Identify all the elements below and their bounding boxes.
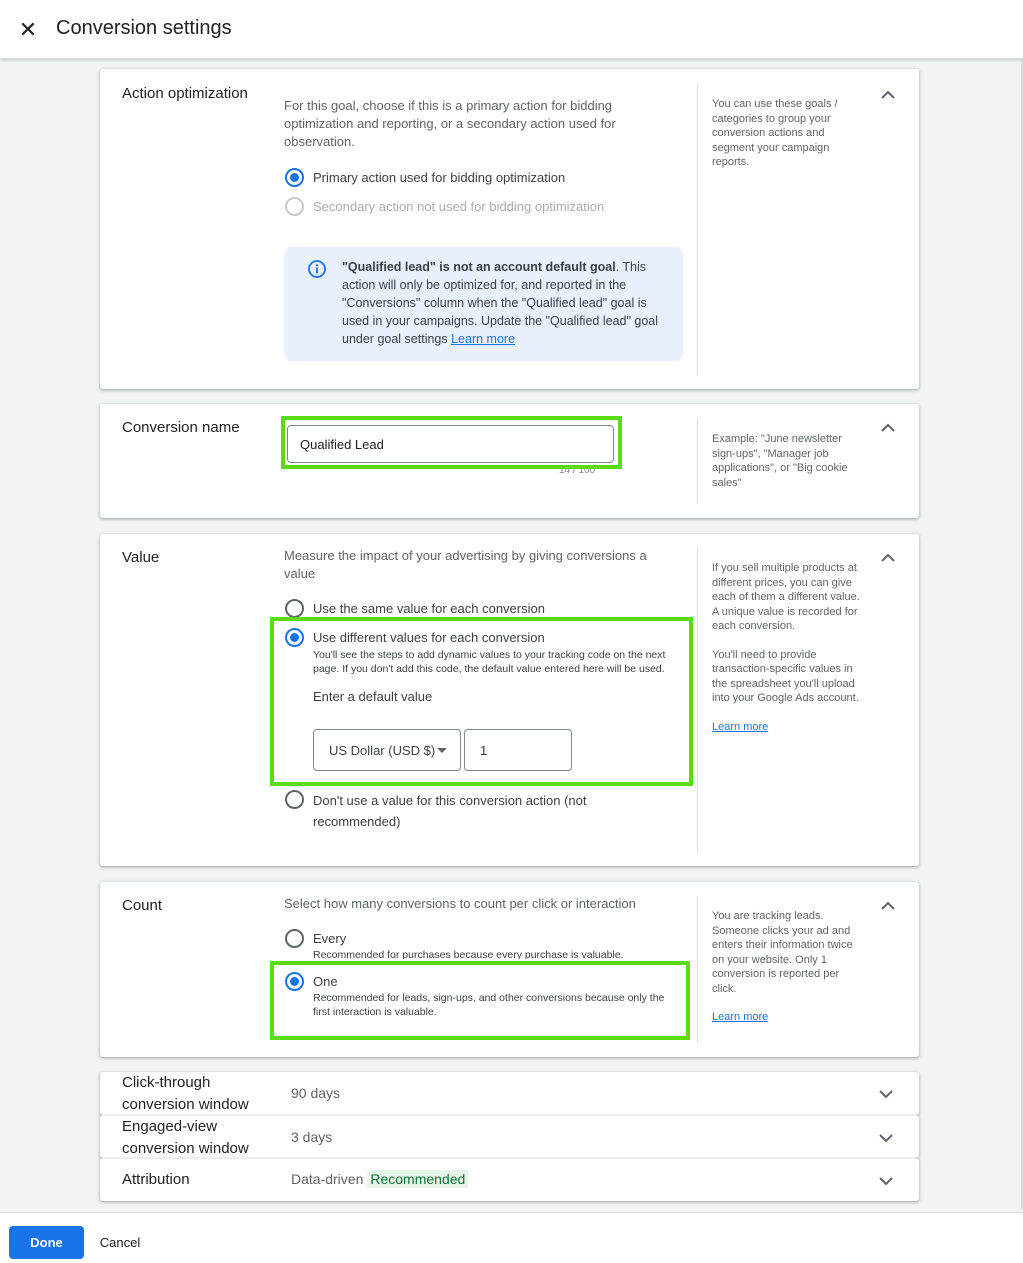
divider	[697, 896, 698, 1042]
attribution-row[interactable]	[100, 1158, 919, 1201]
chevron-up-icon[interactable]	[878, 896, 898, 916]
help-text: You can use these goals / categories to group your conversion actions and segment your campaign reports.	[712, 98, 838, 168]
every-option[interactable]	[285, 929, 683, 959]
divider	[697, 548, 698, 852]
help-text	[712, 909, 862, 1025]
secondary-action-radio	[285, 197, 304, 216]
value-card	[100, 534, 919, 866]
learn-more-link[interactable]: Learn more	[712, 1011, 769, 1023]
radio-label: Secondary action not used for bidding optimization	[313, 199, 605, 214]
section-label	[122, 1072, 249, 1116]
help-text: Example: "June newsletter sign-ups", "Manager job applications", or "Big cookie sales"	[712, 433, 848, 489]
option-content	[313, 628, 683, 706]
help-text	[712, 561, 862, 734]
same-value-radio[interactable]	[285, 599, 304, 618]
label-line: Engaged-view	[122, 1118, 218, 1135]
no-value-radio[interactable]	[285, 790, 304, 809]
learn-more-link[interactable]: Learn more	[451, 332, 516, 346]
option-subtext: Recommended for purchases because every purchase is valuable.	[313, 949, 624, 959]
different-values-radio[interactable]	[285, 628, 304, 647]
row-value: 90 days	[291, 1085, 341, 1101]
label-line: conversion window	[122, 1140, 249, 1157]
primary-action-radio[interactable]	[285, 168, 304, 187]
section-description: Select how many conversions to count per click or interaction	[284, 896, 636, 911]
info-bold-text: "Qualified lead" is not an account default goal	[342, 260, 616, 274]
radio-label: Don't use a value for this conversion action (not recommended)	[313, 793, 587, 829]
chevron-up-icon[interactable]	[878, 548, 898, 568]
click-through-window-row[interactable]	[100, 1072, 919, 1115]
page-title: Conversion settings	[56, 17, 232, 39]
info-notice	[284, 247, 683, 361]
cancel-button[interactable]: Cancel	[89, 1226, 151, 1259]
section-label: Value	[122, 549, 160, 566]
row-value: 3 days	[291, 1129, 333, 1145]
radio-label: One	[313, 974, 338, 989]
done-button[interactable]: Done	[9, 1226, 84, 1259]
info-text	[342, 258, 667, 348]
section-label: Attribution	[122, 1171, 190, 1188]
chevron-up-icon[interactable]	[878, 85, 898, 105]
info-body-text: . This action will only be optimized for, and reported in the "Conversions" column when the "Qualified lead" goal is used in your campaigns. Update the "Qualified lead" goal under goal settings	[342, 260, 659, 346]
currency-select[interactable]	[313, 729, 461, 771]
chevron-down-icon[interactable]	[876, 1084, 896, 1104]
conversion-name-input[interactable]	[287, 425, 614, 463]
footer-bar	[0, 1212, 1023, 1263]
conversion-name-card	[100, 404, 919, 518]
section-label: Count	[122, 897, 163, 914]
one-radio[interactable]	[285, 972, 304, 991]
dropdown-arrow-icon	[437, 748, 447, 753]
secondary-action-option	[285, 197, 604, 216]
option-content	[313, 972, 673, 1019]
close-icon[interactable]: ✕	[18, 17, 38, 42]
every-radio[interactable]	[285, 929, 304, 948]
character-counter: 14 / 100	[559, 465, 596, 476]
section-label: Action optimization	[122, 85, 248, 102]
radio-label: Use the same value for each conversion	[313, 601, 545, 616]
same-value-option[interactable]	[285, 599, 545, 618]
label-line: Click-through	[122, 1074, 211, 1091]
help-paragraph: You'll need to provide transaction-specific values in the spreadsheet you'll upload into your Google Ads account.	[712, 648, 859, 704]
help-paragraph: You are tracking leads. Someone clicks your ad and enters their information twice on your website. Only 1 conversion is reported per click.	[712, 910, 853, 995]
divider	[697, 418, 698, 504]
no-value-option[interactable]	[285, 790, 613, 832]
count-card	[100, 882, 919, 1057]
help-paragraph: If you sell multiple products at different prices, you can give each of them a different value. A unique value is recorded for each conversion.	[712, 562, 860, 632]
header-bar	[0, 0, 1023, 59]
info-icon	[307, 259, 327, 279]
recommended-badge: Recommended	[367, 1170, 468, 1188]
different-values-option[interactable]	[285, 628, 683, 706]
option-content	[313, 929, 683, 959]
action-optimization-card	[100, 69, 919, 389]
label-line: conversion window	[122, 1096, 249, 1113]
chevron-down-icon[interactable]	[876, 1171, 896, 1191]
learn-more-link[interactable]: Learn more	[712, 720, 769, 733]
radio-label: Every	[313, 931, 347, 946]
divider	[697, 83, 698, 375]
attribution-value: Data-driven	[291, 1171, 364, 1187]
section-label: Conversion name	[122, 419, 240, 436]
section-label	[122, 1116, 249, 1160]
section-description: Measure the impact of your advertising by giving conversions a value	[284, 548, 647, 581]
option-subtext: Recommended for leads, sign-ups, and other conversions because only the first interaction is valuable.	[313, 992, 665, 1018]
engaged-view-window-row[interactable]	[100, 1115, 919, 1158]
chevron-down-icon[interactable]	[876, 1128, 896, 1148]
radio-label: Use different values for each conversion	[313, 630, 545, 645]
radio-label: Primary action used for bidding optimization	[313, 170, 566, 185]
option-subtext: You'll see the steps to add dynamic values to your tracking code on the next page. If you don't add this code, the default value entered here will be used.	[313, 649, 666, 675]
row-value	[291, 1170, 468, 1188]
chevron-up-icon[interactable]	[878, 418, 898, 438]
default-value-label: Enter a default value	[313, 689, 433, 704]
primary-action-option[interactable]	[285, 168, 565, 187]
section-description: For this goal, choose if this is a primary action for bidding optimization and reporting, or a secondary action used for observation.	[284, 98, 616, 149]
one-option[interactable]	[285, 972, 673, 1018]
default-value-input[interactable]	[464, 729, 572, 771]
currency-value: US Dollar (USD $)	[329, 743, 436, 758]
